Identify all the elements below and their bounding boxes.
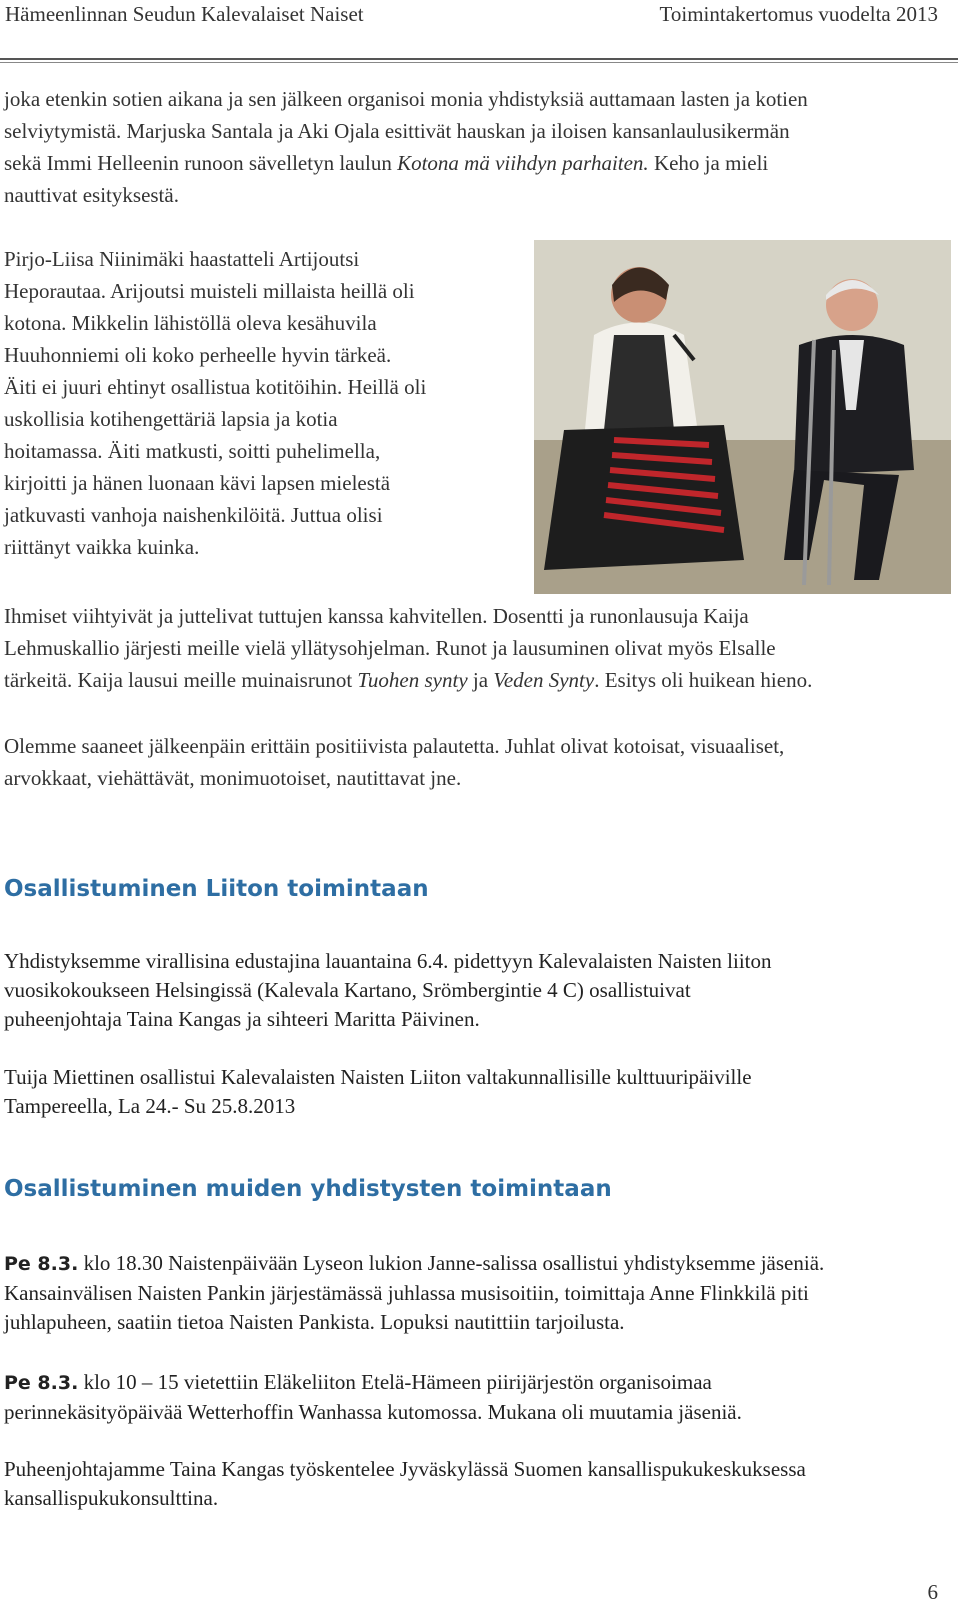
- text-line: Pe 8.3. klo 10 – 15 vietettiin Eläkeliiton Etelä-Hämeen piirijärjestön organisoimaa: [4, 1370, 712, 1394]
- text-line: Kansainvälisen Naisten Pankin järjestämässä juhlassa musisoitiin, toimittaja Anne Flinkkilä piti: [4, 1281, 809, 1305]
- text-line: juhlapuheen, saatiin tietoa Naisten Pankista. Lopuksi nautittiin tarjoilusta.: [4, 1310, 625, 1334]
- text-line: Heporautaa. Arijoutsi muisteli millaista heillä oli: [4, 279, 415, 303]
- text-line: Äiti ei juuri ehtinyt osallistua kotitöihin. Heillä oli: [4, 375, 427, 399]
- paragraph-interview: [4, 243, 514, 563]
- text-line: riittänyt vaikka kuinka.: [4, 535, 200, 559]
- date-label: Pe 8.3.: [4, 1372, 79, 1394]
- poem-title: Veden Synty: [493, 668, 595, 692]
- paragraph-feedback: [4, 730, 784, 794]
- section-heading-liitto: Osallistuminen Liiton toimintaan: [4, 876, 429, 902]
- page-number: 6: [927, 1580, 938, 1604]
- text-line: Tuija Miettinen osallistui Kalevalaisten Naisten Liiton valtakunnallisille kulttuuripäiville: [4, 1065, 752, 1089]
- text-line: kansallispukukonsulttina.: [4, 1486, 219, 1510]
- header-report-title: Toimintakertomus vuodelta 2013: [659, 2, 938, 26]
- paragraph-chair: [4, 1455, 944, 1513]
- text-line: Puheenjohtajamme Taina Kangas työskentelee Jyväskylässä Suomen kansallispukukeskuksessa: [4, 1457, 806, 1481]
- text-line: Olemme saaneet jälkeenpäin erittäin positiivista palautetta. Juhlat olivat kotoisat, visuaaliset,: [4, 734, 785, 758]
- text-line: hoitamassa. Äiti matkusti, soitti puhelimella,: [4, 439, 381, 463]
- text-line: kirjoitti ja hänen luonaan kävi lapsen mielestä: [4, 471, 391, 495]
- text-line: nauttivat esityksestä.: [4, 183, 179, 207]
- text-line: uskollisia kotihengettäriä lapsia ja kotia: [4, 407, 338, 431]
- text-line: joka etenkin sotien aikana ja sen jälkeen organisoi monia yhdistyksiä auttamaan lasten ja kotien: [4, 87, 808, 111]
- paragraph-womens-day: [4, 1249, 944, 1337]
- interview-photo: [534, 240, 951, 594]
- text-line: puheenjohtaja Taina Kangas ja sihteeri Maritta Päivinen.: [4, 1007, 480, 1031]
- text-line: selviytymistä. Marjuska Santala ja Aki Ojala esittivät hauskan ja iloisen kansanlaulusikermän: [4, 119, 790, 143]
- paragraph-craft-day: [4, 1368, 944, 1427]
- text-line: arvokkaat, viehättävät, monimuotoiset, nautittavat jne.: [4, 766, 462, 790]
- text-line: Pirjo-Liisa Niinimäki haastatteli Artijoutsi: [4, 247, 360, 271]
- text-line: Yhdistyksemme virallisina edustajina lauantaina 6.4. pidettyyn Kalevalaisten Naisten liiton: [4, 949, 772, 973]
- poem-title: Tuohen synty: [357, 668, 468, 692]
- header-divider: [0, 58, 958, 60]
- paragraph-culture-days: [4, 1063, 944, 1121]
- text-line: tärkeitä. Kaija lausui meille muinaisrunot Tuohen synty ja Veden Synty. Esitys oli huikean hieno.: [4, 668, 813, 692]
- date-label: Pe 8.3.: [4, 1253, 79, 1275]
- header-org-name: Hämeenlinnan Seudun Kalevalaiset Naiset: [5, 2, 364, 26]
- paragraph-intro: [4, 83, 808, 211]
- song-title: Kotona mä viihdyn parhaiten.: [397, 151, 649, 175]
- text-line: Tampereella, La 24.- Su 25.8.2013: [4, 1094, 296, 1118]
- text-line: Lehmuskallio järjesti meille vielä yllätysohjelman. Runot ja lausuminen olivat myös Elsalle: [4, 636, 776, 660]
- paragraph-annual-meeting: [4, 947, 944, 1034]
- text-line: sekä Immi Helleenin runoon sävelletyn laulun Kotona mä viihdyn parhaiten. Keho ja mieli: [4, 151, 769, 175]
- text-line: Huuhonniemi oli koko perheelle hyvin tärkeä.: [4, 343, 392, 367]
- text-line: perinnekäsityöpäivää Wetterhoffin Wanhassa kutomossa. Mukana oli muutamia jäseniä.: [4, 1400, 742, 1424]
- text-line: vuosikokoukseen Helsingissä (Kalevala Kartano, Srömbergintie 4 C) osallistuivat: [4, 978, 691, 1002]
- header-divider-thin: [0, 62, 958, 63]
- paragraph-poems: [4, 600, 812, 696]
- text-line: Pe 8.3. klo 18.30 Naistenpäivään Lyseon lukion Janne-salissa osallistui yhdistyksemme jäseniä.: [4, 1251, 825, 1275]
- text-line: jatkuvasti vanhoja naishenkilöitä. Juttua olisi: [4, 503, 383, 527]
- section-heading-muut: Osallistuminen muiden yhdistysten toimintaan: [4, 1176, 612, 1202]
- text-line: Ihmiset viihtyivät ja juttelivat tuttujen kanssa kahvitellen. Dosentti ja runonlausuja Kaija: [4, 604, 749, 628]
- text-line: kotona. Mikkelin lähistöllä oleva kesähuvila: [4, 311, 377, 335]
